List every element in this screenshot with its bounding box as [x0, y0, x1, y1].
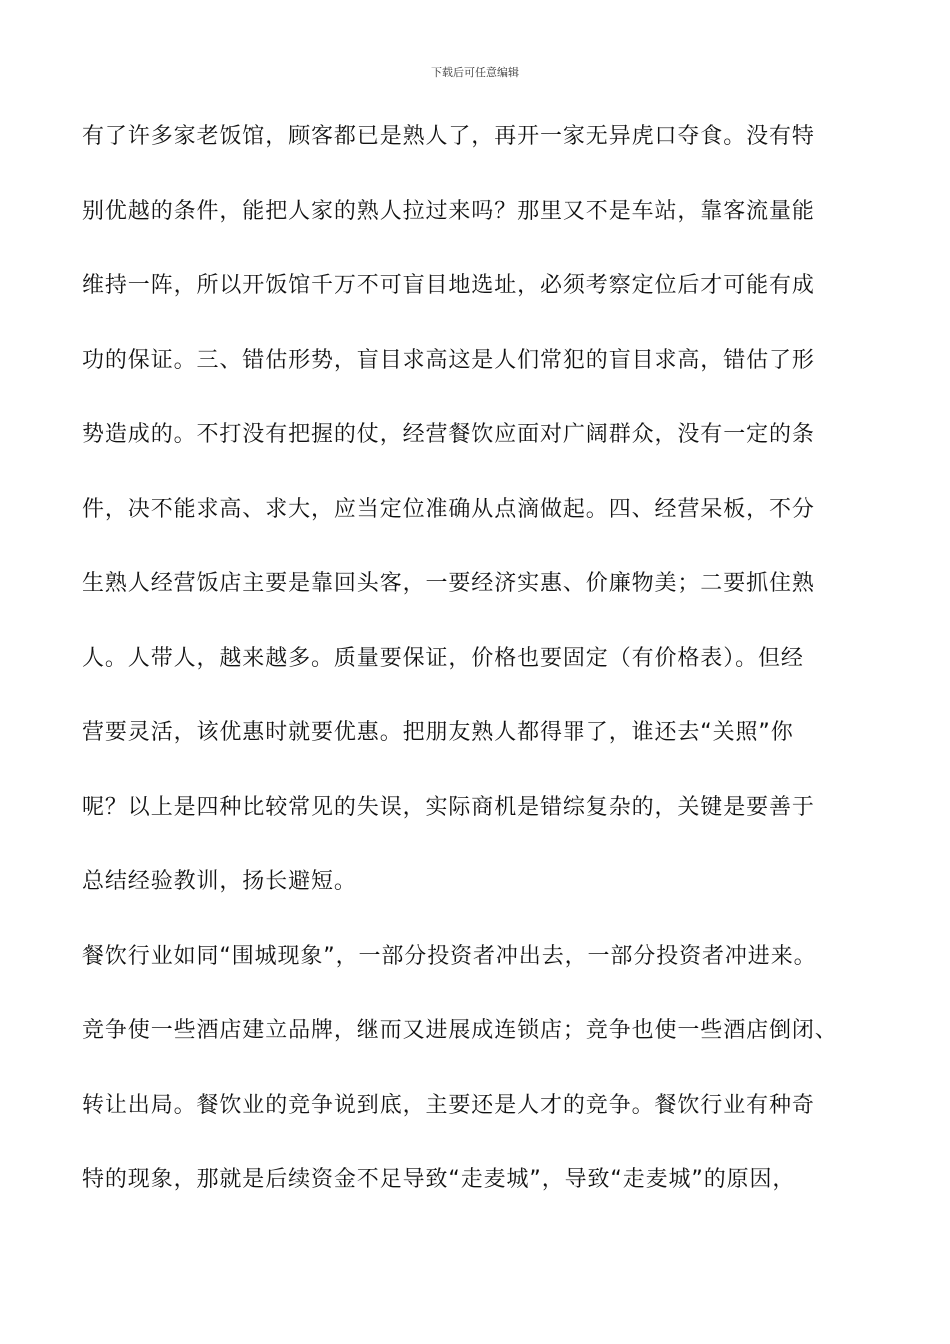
- text-line: 有了许多家老饭馆，顾客都已是熟人了，再开一家无异虎口夺食。没有特: [82, 124, 815, 149]
- text-line: 件，决不能求高、求大，应当定位准确从点滴做起。四、经营呆板，不分: [82, 496, 815, 522]
- text-line: 生熟人经营饭店主要是靠回头客，一要经济实惠、价廉物美；二要抓住熟: [82, 571, 815, 596]
- paragraph-1: [82, 120, 882, 940]
- text-line: 功的保证。三、错估形势，盲目求高这是人们常犯的盲目求高，错估了形: [82, 347, 815, 373]
- text-line: 总结经验教训，扬长避短。: [82, 869, 357, 894]
- text-line: 餐饮行业如同“围城现象”，一部分投资者冲出去，一部分投资者冲进来。: [82, 943, 817, 969]
- body-text: [82, 120, 882, 1238]
- text-line: 转让出局。餐饮业的竞争说到底，主要还是人才的竞争。餐饮行业有种奇: [82, 1092, 815, 1118]
- text-line: 竞争使一些酒店建立品牌，继而又进展成连锁店；竞争也使一些酒店倒闭、: [82, 1018, 838, 1043]
- text-line: 维持一阵，所以开饭馆千万不可盲目地选址，必须考察定位后才可能有成: [82, 273, 815, 298]
- text-line: 呢？以上是四种比较常见的失误，实际商机是错综复杂的，关键是要善于: [82, 794, 815, 820]
- page-header: 下载后可任意编辑: [431, 66, 519, 79]
- text-line: 营要灵活，该优惠时就要优惠。把朋友熟人都得罪了，谁还去“关照”你: [82, 720, 794, 745]
- text-line: 势造成的。不打没有把握的仗，经营餐饮应面对广阔群众，没有一定的条: [82, 422, 815, 447]
- text-line: 人。人带人，越来越多。质量要保证，价格也要固定（有价格表）。但经: [82, 645, 804, 671]
- text-line: 特的现象，那就是后续资金不足导致“走麦城”，导致“走麦城”的原因，: [82, 1167, 796, 1192]
- text-line: 别优越的条件，能把人家的熟人拉过来吗？那里又不是车站，靠客流量能: [82, 198, 815, 224]
- paragraph-2: [82, 940, 882, 1238]
